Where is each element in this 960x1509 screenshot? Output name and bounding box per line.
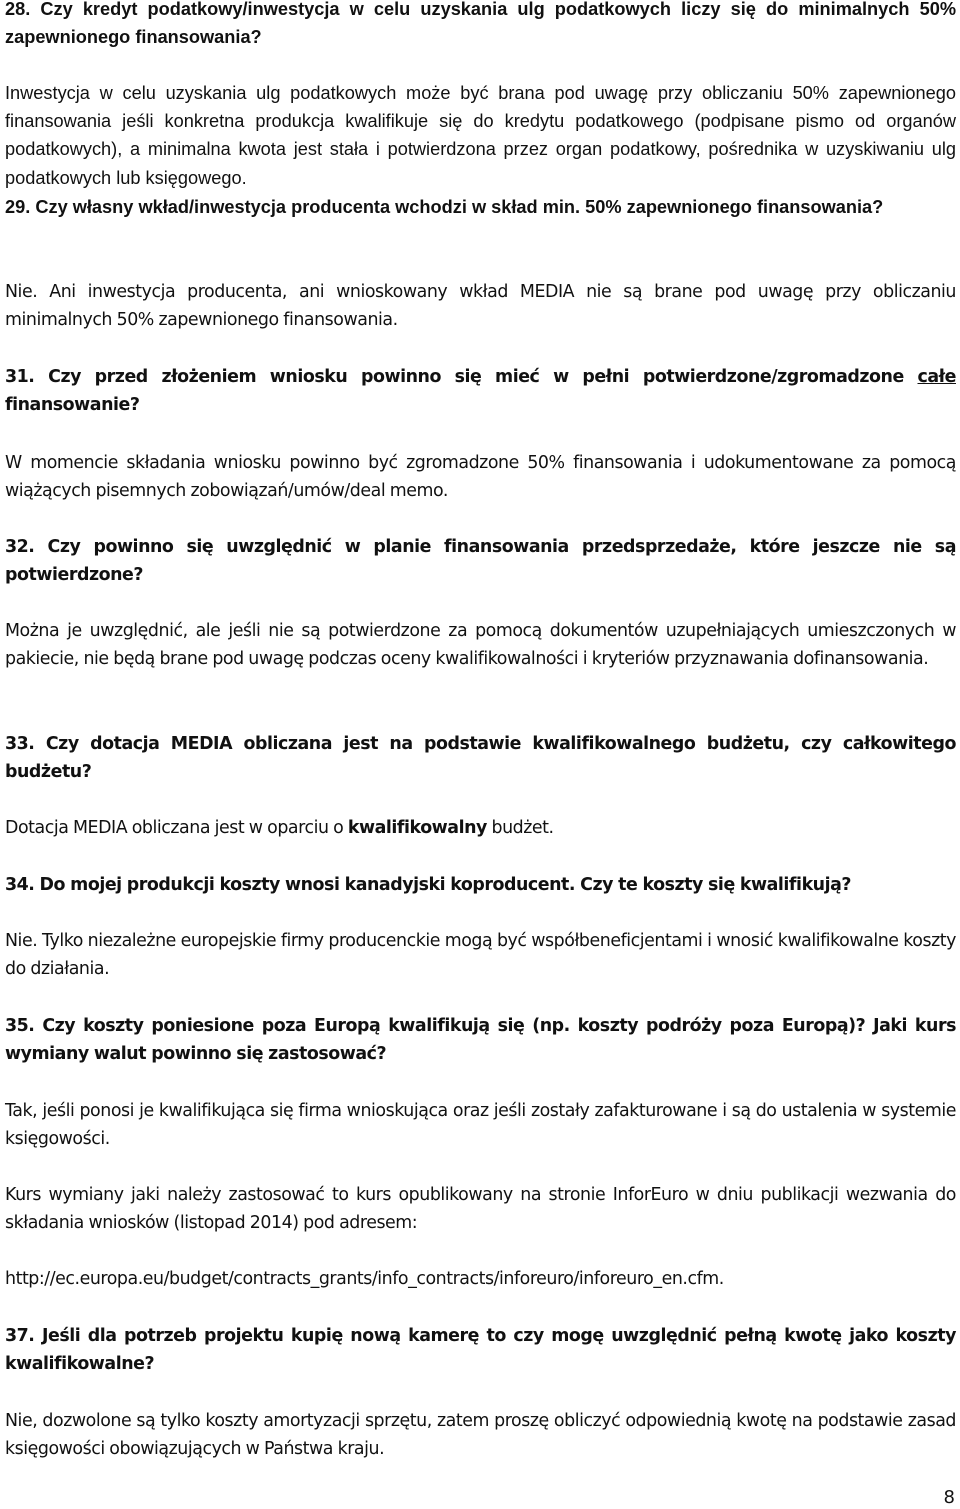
inforeuro-url: http://ec.europa.eu/budget/contracts_grants/info_contracts/inforeuro/inforeuro_en.cfm. bbox=[5, 1269, 724, 1289]
question-34: 34. Do mojej produkcji koszty wnosi kanadyjski koproducent. Czy te koszty się kwalifikują? bbox=[5, 875, 852, 895]
answer-35-part-1: Tak, jeśli ponosi je kwalifikująca się firma wnioskująca oraz jeśli zostały zafakturowane i są do ustalenia w systemie księgowości. bbox=[5, 1101, 956, 1150]
answer-34: Nie. Tylko niezależne europejskie firmy producenckie mogą być współbeneficjentami i wnosić kwalifikowalne koszty do działania. bbox=[5, 931, 956, 980]
question-28: 28. Czy kredyt podatkowy/inwestycja w celu uzyskania ulg podatkowych liczy się do minimalnych 50% zapewnionego finansowania? bbox=[5, 0, 956, 48]
answer-35-part-2: Kurs wymiany jaki należy zastosować to kurs opublikowany na stronie InforEuro w dniu publikacji wezwania do składania wniosków (listopad 2014) pod adresem: bbox=[5, 1185, 956, 1234]
question-31-underlined: całe bbox=[917, 367, 956, 387]
question-37: 37. Jeśli dla potrzeb projektu kupię nową kamerę to czy mogę uwzględnić pełną kwotę jako koszty kwalifikowalne? bbox=[5, 1326, 956, 1375]
answer-33-end: budżet. bbox=[486, 818, 554, 838]
answer-33 bbox=[5, 814, 956, 842]
answer-33-bold: kwalifikowalny bbox=[347, 818, 487, 838]
answer-37: Nie, dozwolone są tylko koszty amortyzacji sprzętu, zatem proszę obliczyć odpowiednią kwotę na podstawie zasad księgowości obowiązujących w Państwa kraju. bbox=[5, 1411, 956, 1460]
question-31-text: 31. Czy przed złożeniem wniosku powinno się mieć w pełni potwierdzone/zgromadzone bbox=[5, 367, 918, 387]
answer-33-text: Dotacja MEDIA obliczana jest w oparciu o bbox=[5, 818, 348, 838]
page-number: 8 bbox=[943, 1487, 955, 1508]
question-29: 29. Czy własny wkład/inwestycja producenta wchodzi w skład min. 50% zapewnionego finansowania? bbox=[5, 197, 884, 217]
answer-32: Można je uwzględnić, ale jeśli nie są potwierdzone za pomocą dokumentów uzupełniających umieszczonych w pakiecie, nie będą brane pod uwagę podczas oceny kwalifikowalności i kryteriów przyznawania dofinansowania. bbox=[5, 621, 956, 670]
question-31-end: finansowanie? bbox=[5, 395, 140, 416]
question-31 bbox=[5, 363, 956, 419]
question-32: 32. Czy powinno się uwzględnić w planie finansowania przedsprzedaże, które jeszcze nie są potwierdzone? bbox=[5, 537, 956, 586]
answer-29: Nie. Ani inwestycja producenta, ani wnioskowany wkład MEDIA nie są brane pod uwagę przy obliczaniu minimalnych 50% zapewnionego finansowania. bbox=[5, 282, 956, 331]
question-35: 35. Czy koszty poniesione poza Europą kwalifikują się (np. koszty podróży poza Europą)? Jaki kurs wymiany walut powinno się zastosować? bbox=[5, 1016, 956, 1065]
answer-28: Inwestycja w celu uzyskania ulg podatkowych może być brana pod uwagę przy obliczaniu 50% zapewnionego finansowania jeśli konkretna produkcja kwalifikuje się do kredytu podatkowego (podpisane pismo od organów podatkowych), a minimalna kwota jest stała i potwierdzona przez organ podatkowy, pośrednika w uzyskiwaniu ulg podatkowych lub księgowego. bbox=[5, 83, 956, 188]
question-33: 33. Czy dotacja MEDIA obliczana jest na podstawie kwalifikowalnego budżetu, czy całkowitego budżetu? bbox=[5, 734, 956, 783]
answer-31: W momencie składania wniosku powinno być zgromadzone 50% finansowania i udokumentowane za pomocą wiążących pisemnych zobowiązań/umów/deal memo. bbox=[5, 453, 956, 502]
